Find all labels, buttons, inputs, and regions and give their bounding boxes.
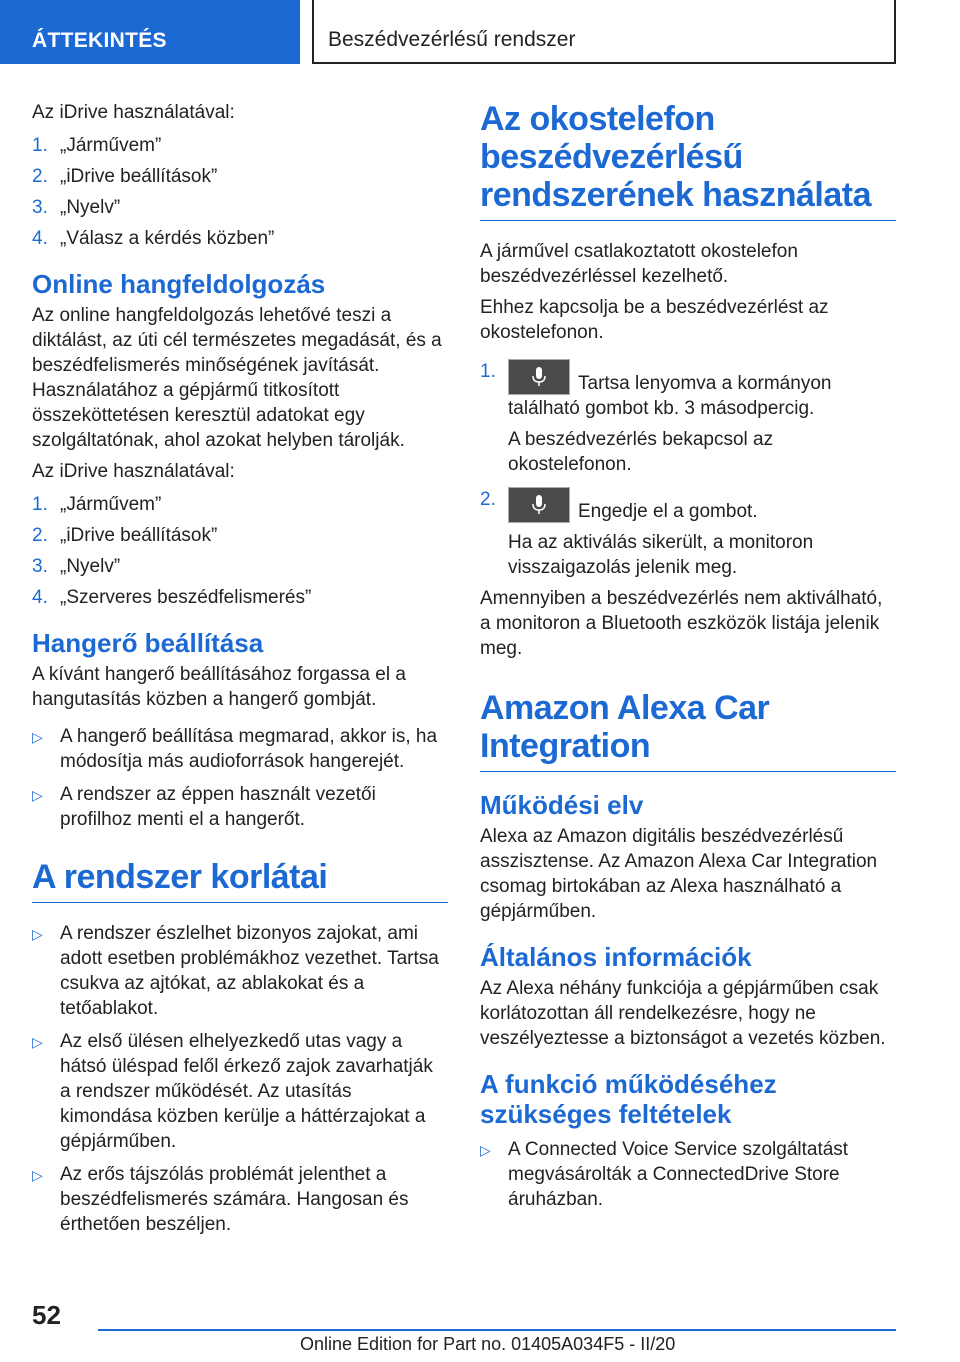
phone-text: A járművel csatlakoztatott okostelefon beszédvezérléssel kezelhető. bbox=[480, 241, 798, 287]
left-column bbox=[32, 100, 448, 1245]
bullet-list bbox=[480, 1137, 896, 1212]
phone-text: Amennyiben a beszédvezérlés nem aktiválható, a monitoron a Bluetooth eszközök listája jelenik meg. bbox=[480, 588, 883, 659]
list-item: 1. „Járművem” bbox=[32, 135, 162, 156]
right-column bbox=[480, 100, 896, 1220]
heading-principle: Működési elv bbox=[480, 790, 644, 820]
phone-text: Ehhez kapcsolja be a beszédvezérlést az okostelefonon. bbox=[480, 297, 829, 343]
triangle-bullet-icon: ▷ bbox=[32, 1034, 43, 1050]
voice-button-icon bbox=[508, 487, 570, 523]
heading-alexa: Amazon Alexa Car Integration bbox=[480, 689, 896, 772]
list-item: ▷ A Connected Voice Service szolgáltatást megvásárolták a ConnectedDrive Store áruházban. bbox=[480, 1139, 849, 1210]
list-item: 2. „iDrive beállítások” bbox=[32, 525, 218, 546]
heading-volume: Hangerő beállítása bbox=[32, 628, 264, 658]
volume-text: A kívánt hangerő beállításához forgassa el a hangutasítás közben a hangerő gombját. bbox=[32, 664, 406, 710]
heading-smartphone: Az okostelefon beszédvezérlésű rendszerének használata bbox=[480, 100, 896, 221]
online-text: Az online hangfeldolgozás lehetővé teszi a diktálást, az úti cél természetes megadását, és a beszédfelismerés minőségének javítását. Használatához a gépjármű titkosított összeköttetésen keresztül adatokat egy szolgáltatónak, ahol azokat helyben tárolják. bbox=[32, 305, 442, 451]
numbered-list bbox=[32, 492, 448, 610]
intro-text: Az iDrive használatával: bbox=[32, 102, 235, 123]
list-item: 4. „Válasz a kérdés közben” bbox=[32, 228, 275, 249]
list-item: ▷ A hangerő beállítása megmarad, akkor is, ha módosítja más audioforrások hangerejét. bbox=[32, 726, 438, 772]
bullet-list bbox=[32, 921, 448, 1237]
list-item: ▷ Az első ülésen elhelyezkedő utas vagy a hátsó üléspad felől érkező zajok zavarhatják a rendszer működését. Az utasítás kimondása közben kerülje a háttérzajokat a gépjárműben. bbox=[32, 1031, 433, 1152]
heading-limits: A rendszer korlátai bbox=[32, 858, 448, 903]
heading-requirements: A funkció működéséhez szükséges feltételek bbox=[480, 1069, 777, 1129]
list-item: 1. „Járművem” bbox=[32, 494, 162, 515]
triangle-bullet-icon: ▷ bbox=[480, 1142, 491, 1158]
bullet-list bbox=[32, 724, 448, 832]
intro-text: Az iDrive használatával: bbox=[32, 461, 235, 482]
triangle-bullet-icon: ▷ bbox=[32, 787, 43, 803]
section-title: Beszédvezérlésű rendszer bbox=[312, 0, 896, 64]
triangle-bullet-icon: ▷ bbox=[32, 1167, 43, 1183]
chapter-tab: ÁTTEKINTÉS bbox=[0, 0, 300, 64]
step-item: 1. Tartsa lenyomva a kormányon található gombot kb. 3 másodpercig. A beszédvezérlés bekapcsol az okostelefonon. bbox=[480, 361, 832, 475]
principle-text: Alexa az Amazon digitális beszédvezérlésű asszisztense. Az Amazon Alexa Car Integration csomag birtokában az Alexa használható a gépjárműben. bbox=[480, 826, 878, 922]
list-item: 3. „Nyelv” bbox=[32, 556, 121, 577]
list-item: ▷ A rendszer észlelhet bizonyos zajokat, ami adott esetben problémákhoz vezethet. Tartsa csukva az ajtókat, az ablakokat és a tetőablakot. bbox=[32, 923, 439, 1019]
edition-text: Online Edition for Part no. 01405A034F5 - II/20 bbox=[300, 1334, 676, 1354]
triangle-bullet-icon: ▷ bbox=[32, 729, 43, 745]
general-text: Az Alexa néhány funkciója a gépjárműben csak korlátozottan áll rendelkezésre, hogy ne veszélyeztesse a biztonságot a vezetés közben. bbox=[480, 978, 886, 1049]
page-header bbox=[0, 0, 960, 64]
heading-general: Általános információk bbox=[480, 942, 752, 972]
list-item: ▷ A rendszer az éppen használt vezetői profilhoz menti el a hangerőt. bbox=[32, 784, 376, 830]
list-item: 4. „Szerveres beszédfelismerés” bbox=[32, 587, 312, 608]
footer-divider bbox=[98, 1329, 896, 1331]
heading-online: Online hangfeldolgozás bbox=[32, 269, 326, 299]
voice-button-icon bbox=[508, 359, 570, 395]
numbered-list bbox=[32, 133, 448, 251]
page-number: 52 bbox=[32, 1300, 61, 1330]
triangle-bullet-icon: ▷ bbox=[32, 926, 43, 942]
list-item: ▷ Az erős tájszólás problémát jelenthet a beszédfelismerés számára. Hangosan és érthetően beszéljen. bbox=[32, 1164, 409, 1235]
list-item: 2. „iDrive beállítások” bbox=[32, 166, 218, 187]
list-item: 3. „Nyelv” bbox=[32, 197, 121, 218]
step-item: 2. Engedje el a gombot. Ha az aktiválás sikerült, a monitoron visszaigazolás jelenik meg. bbox=[480, 489, 814, 578]
